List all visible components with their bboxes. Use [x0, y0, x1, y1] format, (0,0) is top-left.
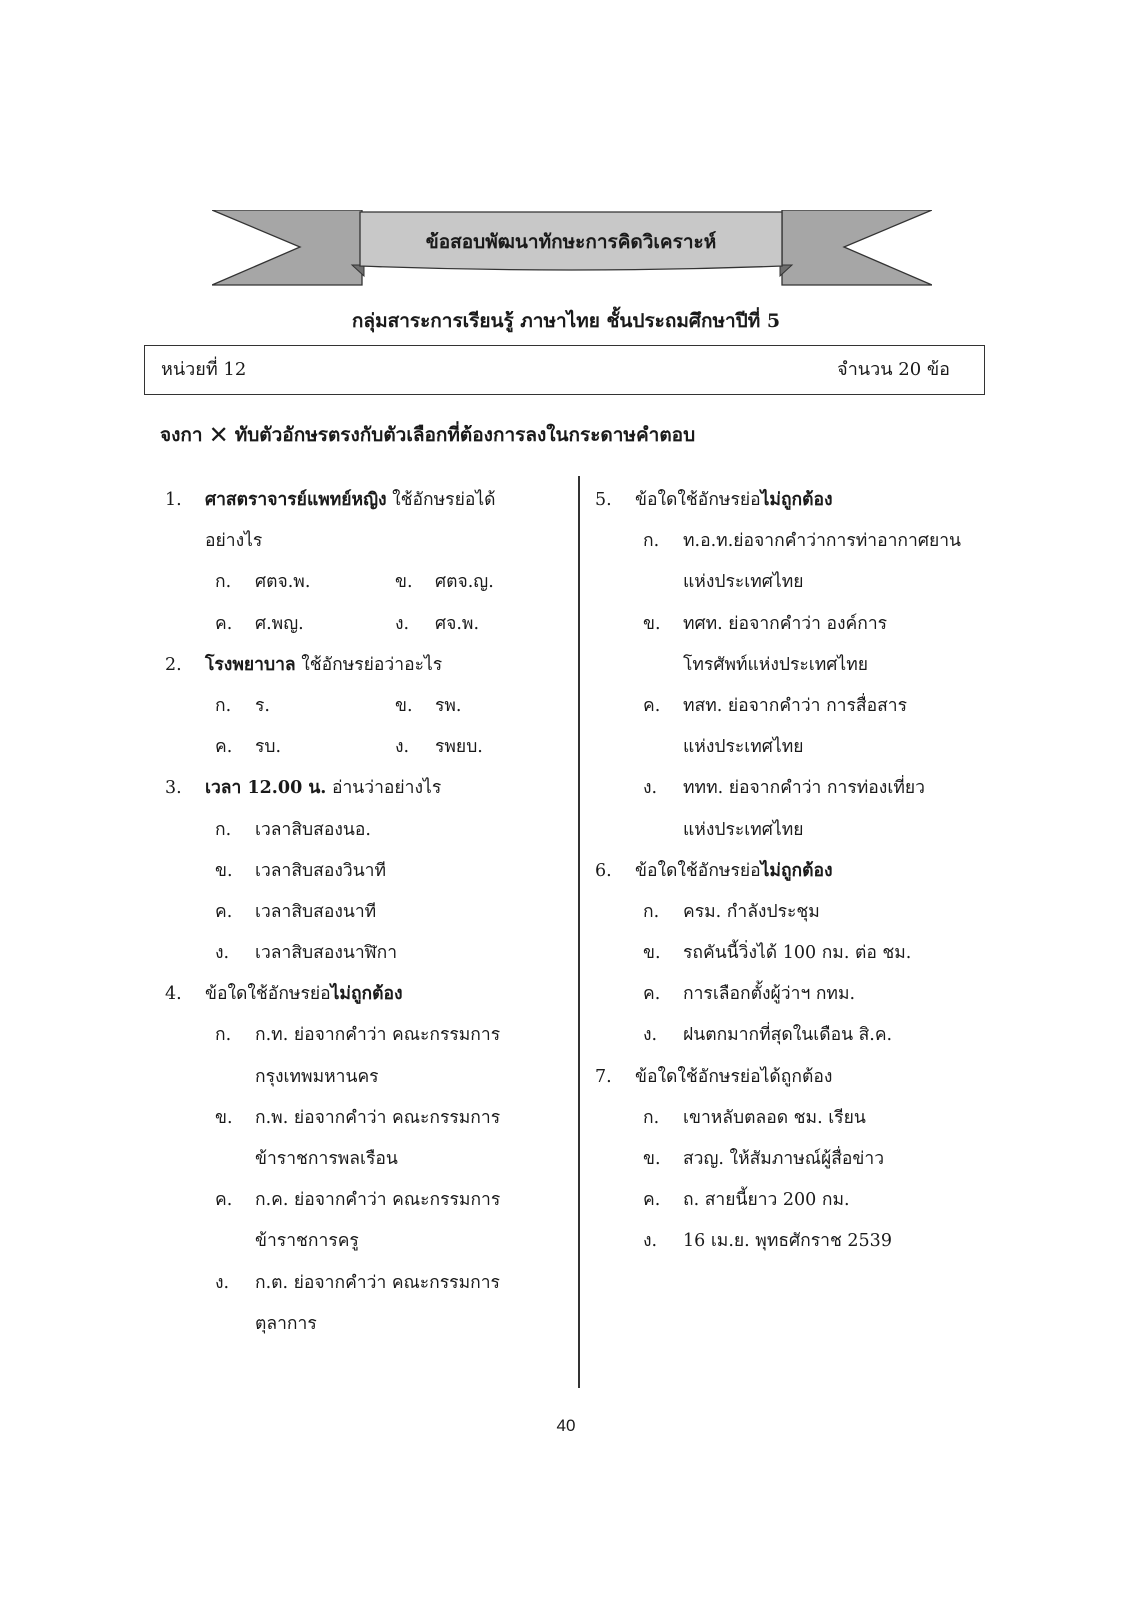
- option-letter[interactable]: ง.: [215, 1272, 230, 1293]
- option-row: [595, 1139, 975, 1180]
- option-continuation: ตุลาการ: [255, 1313, 317, 1334]
- unit-box: [144, 345, 985, 395]
- question-text: [205, 645, 442, 686]
- option-row: [595, 933, 975, 974]
- option-row: [165, 851, 565, 892]
- option-row: [595, 1221, 975, 1262]
- option-letter[interactable]: ก.: [643, 531, 660, 552]
- option-text: รบ.: [255, 737, 282, 758]
- option-text: เวลาสิบสองนอ.: [255, 819, 371, 840]
- option-text: เวลาสิบสองนาฬิกา: [255, 943, 398, 964]
- question-7: [595, 1057, 975, 1098]
- option-text: ศตจ.พ.: [255, 572, 311, 593]
- question-text: ข้อใดใช้อักษรย่อได้ถูกต้อง: [635, 1066, 833, 1087]
- question-bold: ศาสตราจารย์แพทย์หญิง: [205, 490, 387, 510]
- question-4: [165, 974, 565, 1015]
- option-text: เขาหลับตลอด ชม. เรียน: [683, 1107, 866, 1128]
- option-row: [165, 562, 565, 603]
- question-2: [165, 645, 565, 686]
- question-1: [165, 480, 565, 521]
- right-column: [595, 480, 975, 1263]
- option-continuation: กรุงเทพมหานคร: [255, 1066, 379, 1087]
- option-letter[interactable]: ข.: [395, 572, 413, 593]
- option-letter[interactable]: ง.: [215, 943, 230, 964]
- question-bold: ไม่ถูกต้อง: [760, 860, 833, 881]
- question-number: 3.: [165, 778, 182, 799]
- option-continuation: แห่งประเทศไทย: [683, 819, 804, 840]
- instruction-after: ทับตัวอักษรตรงกับตัวเลือกที่ต้องการลงในกระดาษคำตอบ: [234, 424, 696, 446]
- option-letter[interactable]: ข.: [215, 1107, 233, 1128]
- option-letter[interactable]: ค.: [215, 737, 233, 758]
- option-text: ทศท. ย่อจากคำว่า องค์การ: [683, 613, 888, 634]
- option-letter[interactable]: ง.: [395, 613, 410, 634]
- question-number: 7.: [595, 1066, 612, 1087]
- option-letter[interactable]: ค.: [215, 613, 233, 634]
- title-ribbon: [212, 210, 932, 310]
- option-row: [165, 1015, 565, 1056]
- option-row: [595, 604, 975, 645]
- question-number: 4.: [165, 984, 182, 1005]
- option-row: [595, 1180, 975, 1221]
- option-row: [595, 974, 975, 1015]
- left-column: [165, 480, 565, 1345]
- instruction-before: จงกา: [160, 424, 203, 446]
- option-letter[interactable]: ก.: [643, 901, 660, 922]
- question-rest: ใช้อักษรย่อได้: [386, 490, 496, 510]
- option-letter[interactable]: ข.: [395, 695, 413, 716]
- option-row: [595, 521, 975, 562]
- question-3: [165, 768, 565, 809]
- question-text: [205, 768, 441, 809]
- option-continuation: แห่งประเทศไทย: [683, 572, 804, 593]
- question-number: 2.: [165, 654, 182, 675]
- option-row: [165, 933, 565, 974]
- option-text: ก.ค. ย่อจากคำว่า คณะกรรมการ: [255, 1190, 501, 1211]
- option-letter[interactable]: ก.: [215, 819, 232, 840]
- question-bold: ไม่ถูกต้อง: [760, 490, 833, 510]
- option-text: ศตจ.ญ.: [435, 572, 494, 593]
- option-row: [165, 1263, 565, 1304]
- option-text: เวลาสิบสองนาที: [255, 901, 377, 922]
- option-row: [165, 1180, 565, 1221]
- option-letter[interactable]: ง.: [643, 1025, 658, 1046]
- option-text: ศ.พญ.: [255, 613, 304, 634]
- option-text: ศจ.พ.: [435, 613, 480, 634]
- option-row: [595, 1098, 975, 1139]
- option-text: ฝนตกมากที่สุดในเดือน สิ.ค.: [683, 1025, 893, 1046]
- option-letter[interactable]: ง.: [643, 1231, 658, 1252]
- option-text: ก.ท. ย่อจากคำว่า คณะกรรมการ: [255, 1025, 501, 1046]
- option-continuation: ข้าราชการพลเรือน: [255, 1149, 398, 1169]
- option-row: [165, 1098, 565, 1139]
- option-letter[interactable]: ก.: [215, 1025, 232, 1046]
- question-rest: ใช้อักษรย่อว่าอะไร: [295, 654, 443, 675]
- page-number: 40: [556, 1416, 576, 1435]
- instruction: [160, 420, 695, 450]
- x-mark-icon: ✕: [208, 421, 229, 449]
- subject-heading: กลุ่มสาระการเรียนรู้ ภาษาไทย ชั้นประถมศึกษาปีที่ 5: [351, 310, 781, 332]
- question-count: จำนวน 20 ข้อ: [837, 359, 950, 380]
- option-letter[interactable]: ก.: [215, 572, 232, 593]
- option-text: ถ. สายนี้ยาว 200 กม.: [683, 1190, 850, 1211]
- option-letter[interactable]: ง.: [643, 778, 658, 799]
- option-letter[interactable]: ง.: [395, 737, 410, 758]
- question-number: 5.: [595, 490, 612, 510]
- unit-label: หน่วยที่ 12: [161, 359, 247, 380]
- option-letter[interactable]: ข.: [643, 613, 661, 634]
- question-number: 6.: [595, 860, 612, 881]
- option-text: เวลาสิบสองวินาที: [255, 860, 387, 881]
- column-divider: [578, 476, 580, 1388]
- option-continuation: ข้าราชการครู: [255, 1231, 359, 1252]
- option-text: ททท. ย่อจากคำว่า การท่องเที่ยว: [683, 778, 925, 799]
- option-letter[interactable]: ค.: [643, 695, 661, 716]
- option-letter[interactable]: ค.: [215, 1190, 233, 1211]
- question-continuation: อย่างไร: [205, 531, 263, 552]
- option-row: [595, 1015, 975, 1056]
- question-rest: ข้อใดใช้อักษรย่อ: [635, 490, 761, 510]
- option-row: [165, 892, 565, 933]
- question-rest: ข้อใดใช้อักษรย่อ: [205, 984, 331, 1005]
- option-letter[interactable]: ค.: [643, 984, 661, 1005]
- option-text: 16 เม.ย. พุทธศักราช 2539: [683, 1231, 892, 1252]
- question-bold: ไม่ถูกต้อง: [330, 984, 403, 1005]
- option-text: สวญ. ให้สัมภาษณ์ผู้สื่อข่าว: [683, 1149, 885, 1169]
- option-text: รพยบ.: [435, 737, 483, 758]
- option-letter[interactable]: ก.: [215, 695, 232, 716]
- option-text: รถคันนี้วิ่งได้ 100 กม. ต่อ ชม.: [683, 943, 912, 964]
- option-text: ร.: [255, 695, 270, 716]
- option-text: รพ.: [435, 695, 462, 716]
- option-letter[interactable]: ค.: [215, 901, 233, 922]
- option-text: ท.อ.ท.ย่อจากคำว่าการท่าอากาศยาน: [683, 531, 961, 552]
- question-number: 1.: [165, 490, 182, 510]
- option-continuation: แห่งประเทศไทย: [683, 737, 804, 758]
- question-text: [635, 480, 833, 521]
- option-letter[interactable]: ก.: [643, 1107, 660, 1128]
- option-text: ก.พ. ย่อจากคำว่า คณะกรรมการ: [255, 1107, 501, 1128]
- question-6: [595, 851, 975, 892]
- question-5: [595, 480, 975, 521]
- question-rest: อ่านว่าอย่างไร: [326, 778, 442, 799]
- option-letter[interactable]: ค.: [643, 1190, 661, 1211]
- question-text: [635, 851, 833, 892]
- option-text: การเลือกตั้งผู้ว่าฯ กทม.: [683, 984, 856, 1005]
- option-text: ครม. กำลังประชุม: [683, 901, 820, 922]
- option-row: [595, 686, 975, 727]
- option-row: [595, 768, 975, 809]
- page-title: ข้อสอบพัฒนาทักษะการคิดวิเคราะห์: [425, 231, 717, 253]
- option-continuation: โทรศัพท์แห่งประเทศไทย: [683, 654, 868, 675]
- question-bold: เวลา 12.00 น.: [205, 778, 327, 799]
- option-text: ก.ต. ย่อจากคำว่า คณะกรรมการ: [255, 1272, 500, 1293]
- option-text: ทสท. ย่อจากคำว่า การสื่อสาร: [683, 695, 907, 716]
- option-row: [595, 892, 975, 933]
- option-letter[interactable]: ข.: [215, 860, 233, 881]
- option-row: [165, 810, 565, 851]
- option-row: [165, 727, 565, 768]
- option-letter[interactable]: ข.: [643, 943, 661, 964]
- question-bold: โรงพยาบาล: [205, 654, 296, 675]
- question-text: [205, 480, 496, 521]
- option-letter[interactable]: ข.: [643, 1149, 661, 1169]
- option-row: [165, 604, 565, 645]
- question-rest: ข้อใดใช้อักษรย่อ: [635, 860, 761, 881]
- question-text: [205, 974, 403, 1015]
- option-row: [165, 686, 565, 727]
